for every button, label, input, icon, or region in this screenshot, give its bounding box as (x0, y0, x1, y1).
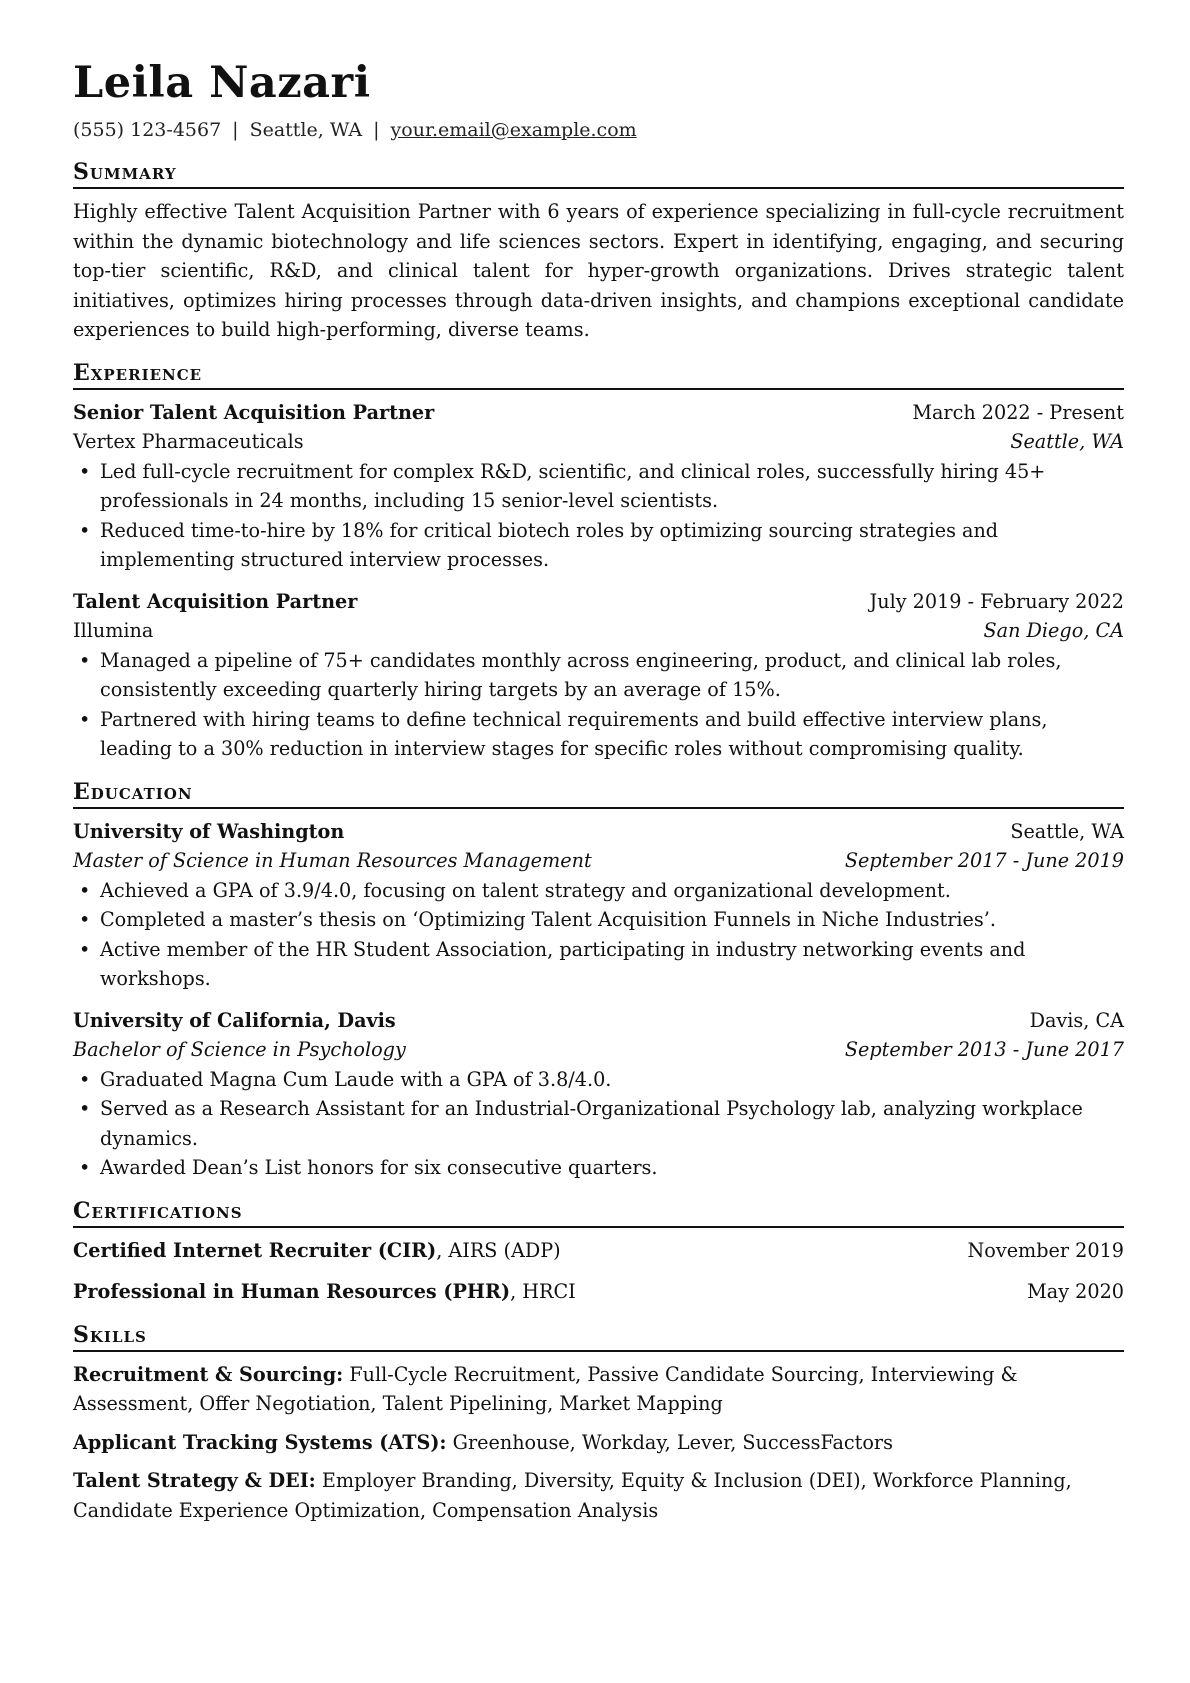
bullet-item: • Completed a master’s thesis on ‘Optimizing Talent Acquisition Funnels in Niche Industries’. (73, 905, 1124, 935)
summary-section (73, 158, 1124, 345)
certification-date: November 2019 (967, 1238, 1124, 1262)
skill-group (73, 1360, 1124, 1419)
education-entry (73, 1006, 1124, 1183)
education-bullets (73, 876, 1124, 994)
certifications-section (73, 1197, 1124, 1307)
bullet-item: • Awarded Dean’s List honors for six consecutive quarters. (73, 1153, 1124, 1183)
bullet-item: • Active member of the HR Student Association, participating in industry networking events and workshops. (73, 935, 1124, 994)
section-title-experience: Experience (73, 359, 1124, 390)
experience-bullets (73, 457, 1124, 575)
section-title-education: Education (73, 778, 1124, 809)
bullet-item: • Managed a pipeline of 75+ candidates monthly across engineering, product, and clinical lab roles, consistently exceeding quarterly hiring targets by an average of 15%. (73, 646, 1124, 705)
job-dates: July 2019 - February 2022 (869, 589, 1124, 613)
summary-text: Highly effective Talent Acquisition Partner with 6 years of experience specializing in full-cycle recruitment within the dynamic biotechnology and life sciences sectors. Expert in identifying, engaging, and securing top-tier scientific, R&D, and clinical talent for hyper-growth organizations. Drives strategic talent initiatives, optimizes hiring processes through data-driven insights, and champions exceptional candidate experiences to build high-performing, diverse teams. (73, 200, 1124, 341)
section-title-skills: Skills (73, 1321, 1124, 1352)
bullet-item: • Partnered with hiring teams to define technical requirements and build effective interview plans, leading to a 30% reduction in interview stages for specific roles without compromising quality. (73, 705, 1124, 764)
skills-section (73, 1321, 1124, 1526)
skill-group (73, 1466, 1124, 1525)
experience-bullets (73, 646, 1124, 764)
skill-label: Talent Strategy & DEI: (73, 1469, 316, 1492)
job-title: Senior Talent Acquisition Partner (73, 400, 435, 424)
certification-name: Certified Internet Recruiter (CIR) (73, 1238, 437, 1262)
education-entry (73, 817, 1124, 994)
school-location: Davis, CA (1029, 1008, 1124, 1032)
skill-values: Greenhouse, Workday, Lever, SuccessFactors (446, 1430, 893, 1454)
experience-subheader (73, 427, 1124, 457)
certification-item (73, 1236, 1124, 1266)
experience-header (73, 587, 1124, 617)
company-name: Illumina (73, 619, 154, 642)
job-location: Seattle, WA (1010, 430, 1124, 453)
bullet-item: • Achieved a GPA of 3.9/4.0, focusing on talent strategy and organizational development. (73, 876, 1124, 906)
skill-label: Applicant Tracking Systems (ATS): (73, 1430, 447, 1454)
education-dates: September 2013 - June 2017 (844, 1038, 1124, 1061)
certification-issuer: , HRCI (510, 1280, 576, 1303)
degree-name: Master of Science in Human Resources Management (73, 849, 592, 872)
experience-entry (73, 398, 1124, 575)
contact-separator: | (232, 119, 239, 141)
experience-section (73, 359, 1124, 764)
skill-group (73, 1428, 1124, 1458)
contact-separator: | (373, 119, 380, 141)
education-bullets (73, 1065, 1124, 1183)
education-subheader (73, 846, 1124, 876)
candidate-name: Leila Nazari (73, 58, 371, 108)
bullet-item: • Served as a Research Assistant for an Industrial-Organizational Psychology lab, analyzing workplace dynamics. (73, 1094, 1124, 1153)
certification-issuer: , AIRS (ADP) (436, 1238, 561, 1262)
education-header (73, 1006, 1124, 1036)
skill-label: Recruitment & Sourcing: (73, 1362, 344, 1386)
certification-date: May 2020 (1027, 1280, 1124, 1303)
skill-values: Full-Cycle Recruitment, Passive Candidate Sourcing, Interviewing & Assessment, Offer Negotiation, Talent Pipelining, Market Mapping (73, 1362, 1018, 1415)
job-location: San Diego, CA (983, 619, 1124, 642)
location: Seattle, WA (249, 119, 363, 141)
job-dates: March 2022 - Present (912, 400, 1124, 424)
bullet-item: • Reduced time-to-hire by 18% for critical biotech roles by optimizing sourcing strategies and implementing structured interview processes. (73, 516, 1124, 575)
certification-name: Professional in Human Resources (PHR) (73, 1280, 511, 1303)
degree-name: Bachelor of Science in Psychology (73, 1038, 406, 1061)
section-title-summary: Summary (73, 158, 1124, 189)
company-name: Vertex Pharmaceuticals (73, 430, 304, 453)
bullet-item: • Graduated Magna Cum Laude with a GPA of 3.8/4.0. (73, 1065, 1124, 1095)
experience-subheader (73, 616, 1124, 646)
education-header (73, 817, 1124, 847)
section-title-certifications: Certifications (73, 1197, 1124, 1228)
skill-values: Employer Branding, Diversity, Equity & Inclusion (DEI), Workforce Planning, Candidate Experience Optimization, Compensation Analysis (73, 1469, 1072, 1522)
contact-line (73, 116, 1124, 144)
certification-item (73, 1277, 1124, 1307)
school-location: Seattle, WA (1010, 819, 1124, 843)
education-subheader (73, 1035, 1124, 1065)
resume-page (73, 58, 1124, 1525)
email-link[interactable]: your.email@example.com (390, 119, 637, 141)
school-name: University of Washington (73, 819, 345, 843)
experience-header (73, 398, 1124, 428)
experience-entry (73, 587, 1124, 764)
bullet-item: • Led full-cycle recruitment for complex R&D, scientific, and clinical roles, successfully hiring 45+ professionals in 24 months, including 15 senior-level scientists. (73, 457, 1124, 516)
certification-text (73, 1277, 576, 1307)
phone-number: (555) 123-4567 (73, 119, 222, 141)
school-name: University of California, Davis (73, 1008, 396, 1032)
certification-text (73, 1236, 561, 1266)
education-dates: September 2017 - June 2019 (844, 849, 1124, 872)
job-title: Talent Acquisition Partner (73, 589, 358, 613)
education-section (73, 778, 1124, 1183)
